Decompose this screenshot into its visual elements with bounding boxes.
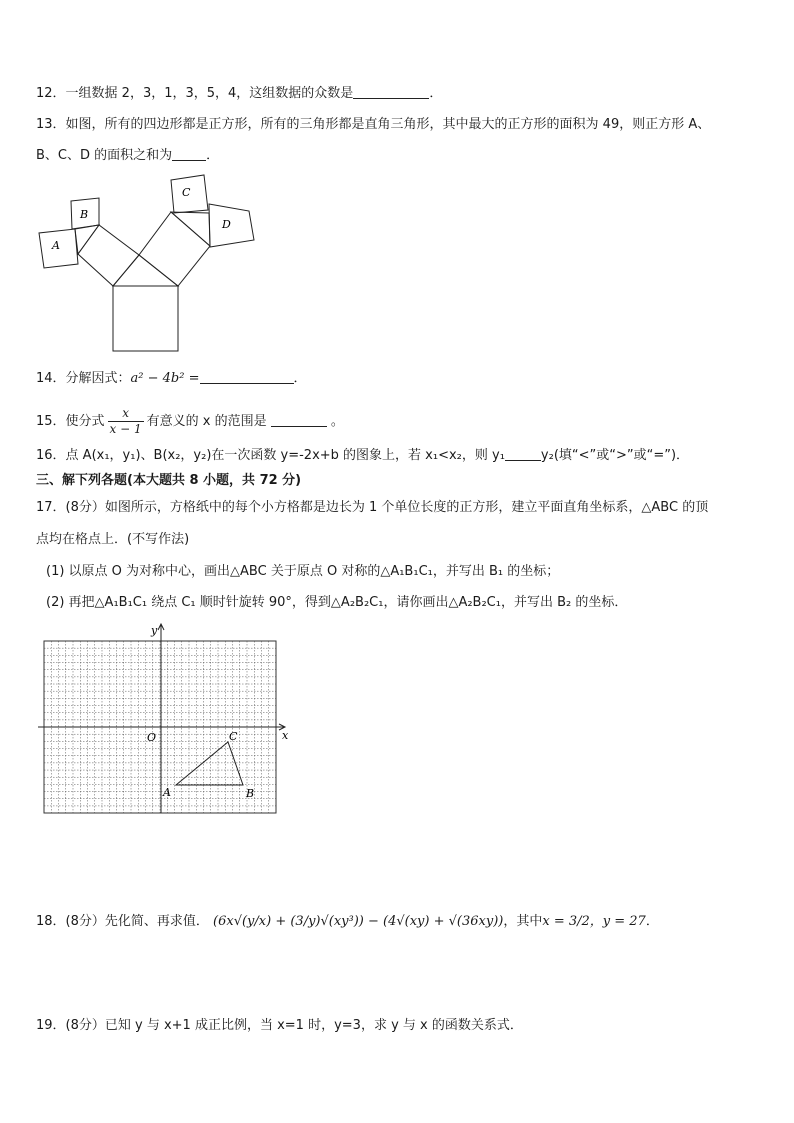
pythagoras-squares-figure <box>30 170 270 360</box>
label-d: D <box>222 218 231 231</box>
section-3-heading: 三、解下列各题(本大题共 8 小题，共 72 分) <box>36 473 302 488</box>
question-16 <box>36 446 689 466</box>
q18-expression: (6x√(y/x) + (3/y)√(xy³)) − (4√(xy) + √(36xy)) <box>213 914 504 929</box>
question-15 <box>36 404 344 440</box>
question-19: 19．(8分）已知 y 与 x+1 成正比例，当 x=1 时，y=3，求 y 与 x 的函数关系式． <box>36 1018 523 1033</box>
x-axis-label: x <box>282 729 289 742</box>
q15-mid: 有意义的 x 的范围是 <box>146 414 267 429</box>
label-a: A <box>52 239 60 252</box>
q14-end: ． <box>293 371 307 386</box>
answer-blank[interactable] <box>271 412 327 427</box>
question-18 <box>36 902 659 942</box>
fraction-numerator: x <box>122 406 129 420</box>
largest-square <box>113 286 178 351</box>
point-c-label: C <box>229 730 238 743</box>
answer-blank[interactable] <box>172 146 206 161</box>
answer-blank[interactable] <box>200 369 294 384</box>
q15-end: 。 <box>330 414 344 429</box>
question-17-line1: 17．(8分）如图所示，方格纸中的每个小方格都是边长为 1 个单位长度的正方形，建立平面直角坐标系，△ABC 的顶 <box>36 500 709 515</box>
fraction-x-over-x-minus-1 <box>108 406 144 437</box>
answer-blank[interactable] <box>505 446 541 461</box>
q18-mid: ，其中 <box>503 914 543 929</box>
question-13-line2 <box>36 146 219 166</box>
left-small-triangle <box>75 225 99 254</box>
fraction-denominator: x − 1 <box>109 422 142 436</box>
point-b-label: B <box>246 787 255 800</box>
answer-blank[interactable] <box>353 84 429 99</box>
question-17-part1: (1) 以原点 O 为对称中心，画出△ABC 关于原点 O 对称的△A₁B₁C₁，并写出 B₁ 的坐标； <box>46 564 560 579</box>
question-17-line2: 点均在格点上．(不写作法) <box>36 532 190 547</box>
q18-condition: x = 3/2，y = 27 <box>542 914 646 929</box>
right-square <box>139 212 210 286</box>
label-b: B <box>80 208 89 221</box>
point-a-label: A <box>163 786 171 799</box>
y-axis-label: y <box>151 624 158 637</box>
q18-text: 18．(8分）先化简、再求值． <box>36 914 209 929</box>
question-14 <box>36 369 307 389</box>
q13-end: ． <box>206 148 220 163</box>
q15-text: 15．使分式 <box>36 414 105 429</box>
q18-end: ． <box>645 914 659 929</box>
left-square <box>78 225 139 286</box>
label-c: C <box>182 186 191 199</box>
q14-text: 14．分解因式： <box>36 371 131 386</box>
origin-label: O <box>147 731 157 744</box>
q12-end: ． <box>429 86 443 101</box>
q14-expression: a² − 4b² = <box>130 371 200 386</box>
coordinate-grid-figure <box>30 618 300 818</box>
square-d <box>209 204 254 247</box>
q13-text: B、C、D 的面积之和为 <box>36 148 173 163</box>
right-small-triangle <box>171 212 210 246</box>
question-12 <box>36 84 442 104</box>
q12-text: 12．一组数据 2，3，1，3，5，4，这组数据的众数是 <box>36 86 354 101</box>
question-17-part2: (2) 再把△A₁B₁C₁ 绕点 C₁ 顺时针旋转 90°，得到△A₂B₂C₁，请你画出△A₂B₂C₁，并写出 B₂ 的坐标． <box>46 595 628 610</box>
question-13-line1: 13．如图，所有的四边形都是正方形，所有的三角形都是直角三角形，其中最大的正方形的面积为 49，则正方形 A、 <box>36 117 711 132</box>
q16-end: y₂(填“<”或“>”或“=”)． <box>540 448 690 463</box>
q16-text: 16．点 A(x₁，y₁)、B(x₂，y₂)在一次函数 y=-2x+b 的图象上，若 x₁<x₂，则 y₁ <box>36 448 505 463</box>
